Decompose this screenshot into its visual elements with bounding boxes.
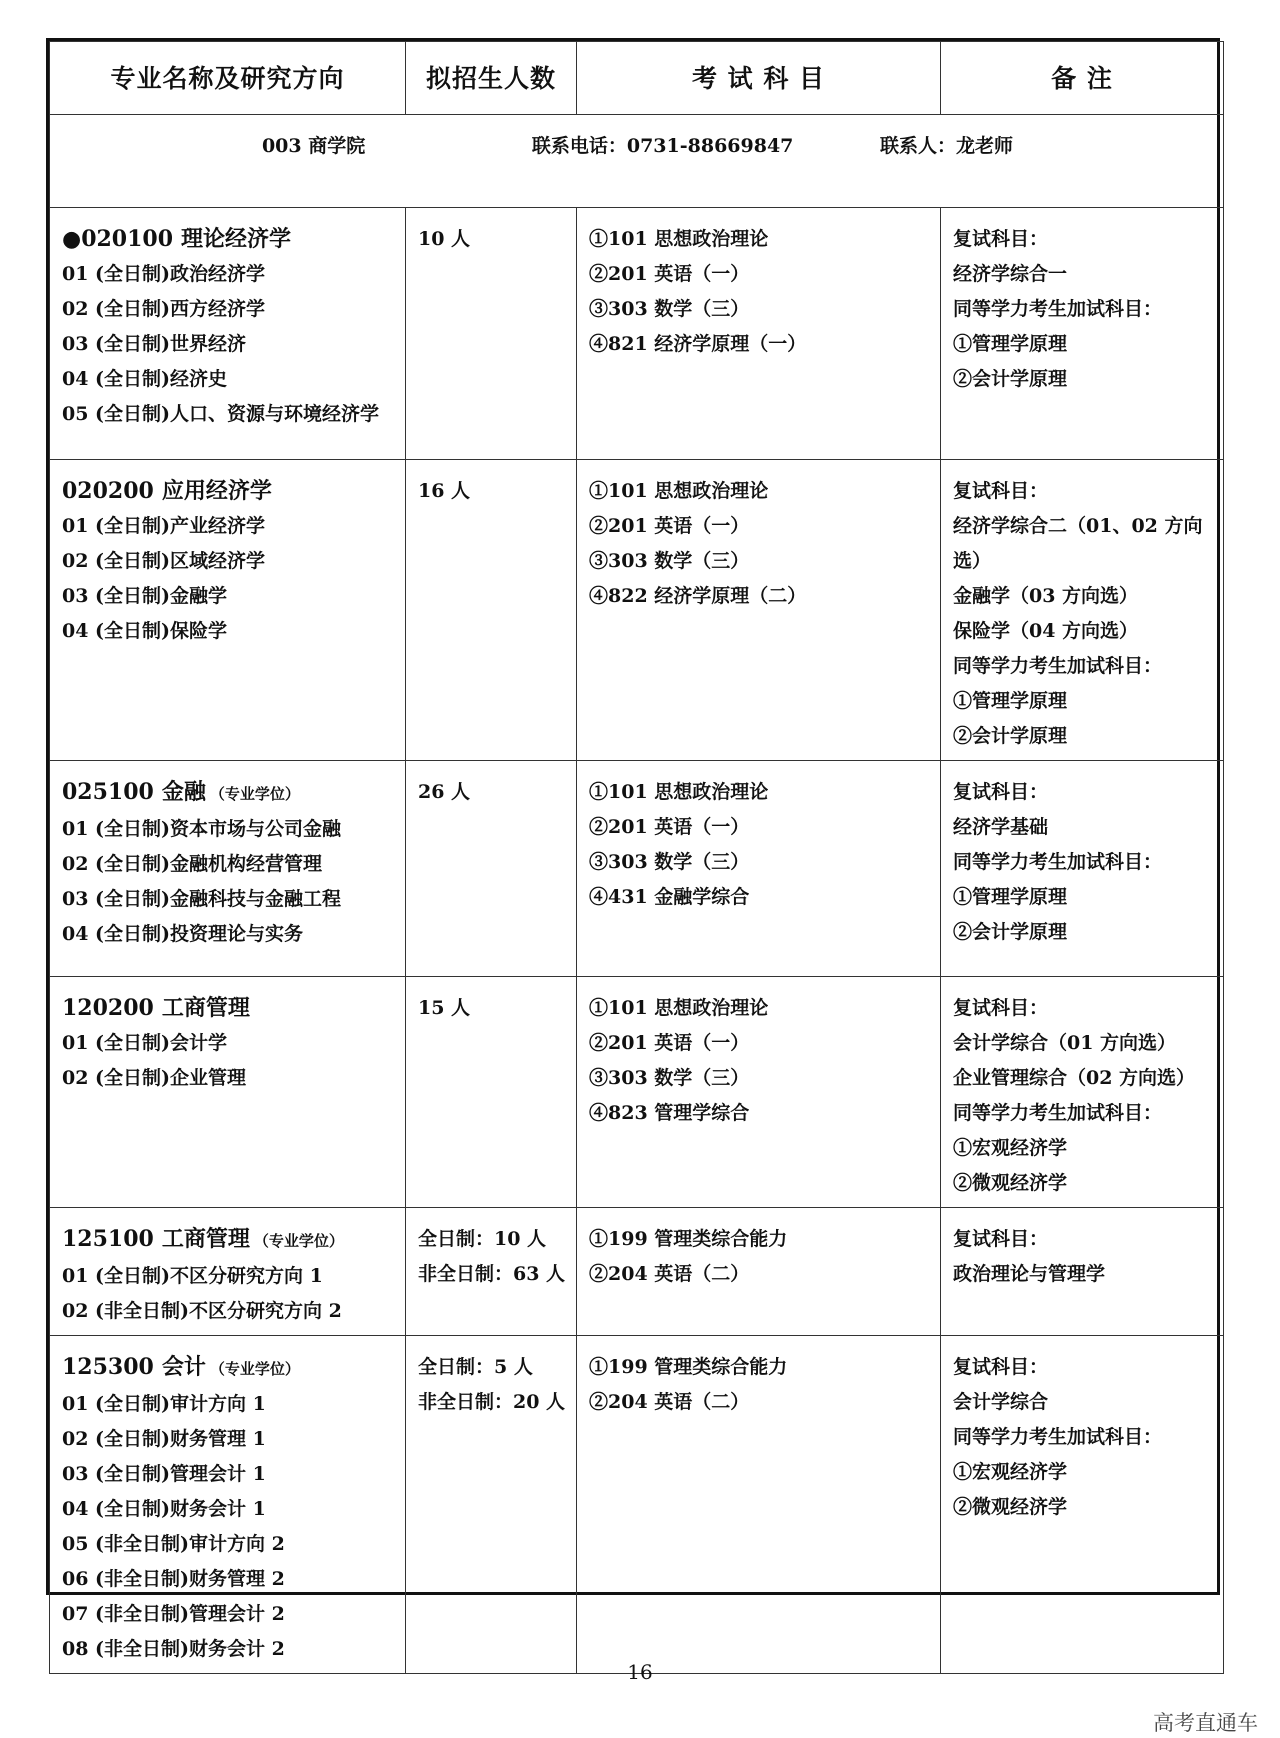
note-line: ②会计学原理 [953,921,1068,943]
degree-type-tag: （专业学位） [209,785,300,803]
subjects-cell [577,977,941,1208]
notes-cell [941,460,1224,761]
exam-subject: ②201 英语（一） [589,1032,750,1054]
note-line: 会计学综合 [953,1391,1049,1413]
major-title [62,222,395,257]
subjects-cell [577,460,941,761]
research-direction: 05 (非全日制)审计方向 2 [62,1533,285,1555]
exam-subject: ①199 管理类综合能力 [589,1356,788,1378]
note-line: 政治理论与管理学 [953,1263,1106,1285]
watermark-text: 高考直通车 [1153,1711,1258,1735]
note-line: 企业管理综合（02 方向选） [953,1067,1196,1089]
research-direction: 02 (全日制)财务管理 1 [62,1428,266,1450]
department-name: 003 商学院 [261,135,366,157]
note-line: 复试科目： [953,1228,1049,1250]
subjects-cell [577,208,941,460]
exam-subject: ①101 思想政治理论 [589,781,769,803]
quota-value: 10 人 [418,228,471,250]
note-line: 复试科目： [953,1356,1049,1378]
table-row [50,208,1224,460]
research-direction: 02 (非全日制)不区分研究方向 2 [62,1300,342,1322]
quota-value: 非全日制：20 人 [418,1391,566,1413]
research-direction: 08 (非全日制)财务会计 2 [62,1638,285,1660]
subjects-cell [577,1208,941,1336]
quota-cell [406,1336,577,1674]
department-cell [50,115,1224,208]
research-direction: 04 (全日制)经济史 [62,368,228,390]
major-name: 应用经济学 [161,479,272,504]
degree-type-tag: （专业学位） [209,1360,300,1378]
major-cell [50,761,406,977]
header-subjects: 考 试 科 目 [577,42,941,115]
research-direction: 01 (全日制)资本市场与公司金融 [62,818,342,840]
note-line: 同等学力考生加试科目： [953,1426,1163,1448]
research-direction: 01 (全日制)审计方向 1 [62,1393,266,1415]
major-title [62,991,395,1026]
major-name: 会计 [161,1355,206,1380]
department-contact: 联系人：龙老师 [880,135,1014,157]
major-title [62,474,395,509]
quota-value: 全日制：10 人 [418,1228,547,1250]
exam-subject: ④823 管理学综合 [589,1102,750,1124]
notes-cell [941,208,1224,460]
note-line: 金融学（03 方向选） [953,585,1139,607]
quota-value: 非全日制：63 人 [418,1263,566,1285]
research-direction: 01 (全日制)产业经济学 [62,515,266,537]
exam-subject: ④821 经济学原理（一） [589,333,807,355]
note-line: ①宏观经济学 [953,1461,1068,1483]
exam-subject: ②201 英语（一） [589,816,750,838]
major-cell [50,1208,406,1336]
note-line: ①管理学原理 [953,690,1068,712]
major-title [62,775,395,812]
exam-subject: ④431 金融学综合 [589,886,750,908]
major-cell [50,208,406,460]
exam-subject: ②201 英语（一） [589,263,750,285]
major-title [62,1222,395,1259]
header-major: 专业名称及研究方向 [50,42,406,115]
research-direction: 01 (全日制)不区分研究方向 1 [62,1265,323,1287]
research-direction: 02 (全日制)区域经济学 [62,550,266,572]
note-line: 复试科目： [953,480,1049,502]
major-name: 理论经济学 [181,227,292,252]
note-line: 经济学综合一 [953,263,1068,285]
exam-subject: ②204 英语（二） [589,1263,750,1285]
quota-cell [406,977,577,1208]
subjects-cell [577,761,941,977]
exam-subject: ①101 思想政治理论 [589,228,769,250]
department-phone: 联系电话：0731-88669847 [531,135,794,157]
research-direction: 06 (非全日制)财务管理 2 [62,1568,285,1590]
note-line: 复试科目： [953,997,1049,1019]
quota-cell [406,208,577,460]
note-line: 同等学力考生加试科目： [953,298,1163,320]
research-direction: 07 (非全日制)管理会计 2 [62,1603,285,1625]
note-line: ①管理学原理 [953,333,1068,355]
major-code: 125300 [62,1354,154,1380]
research-direction: 01 (全日制)政治经济学 [62,263,266,285]
quota-value: 15 人 [418,997,471,1019]
page-number: 16 [627,1660,653,1684]
research-direction: 03 (全日制)金融学 [62,585,228,607]
note-line: 复试科目： [953,228,1049,250]
research-direction: 04 (全日制)投资理论与实务 [62,923,304,945]
quota-cell [406,761,577,977]
table-row [50,761,1224,977]
admissions-table-frame [46,38,1220,1660]
quota-value: 全日制：5 人 [418,1356,533,1378]
exam-subject: ④822 经济学原理（二） [589,585,807,607]
exam-subject: ③303 数学（三） [589,1067,750,1089]
quota-value: 16 人 [418,480,471,502]
note-line: 经济学基础 [953,816,1049,838]
table-row [50,1208,1224,1336]
major-cell [50,1336,406,1674]
note-line: ②会计学原理 [953,368,1068,390]
exam-subject: ③303 数学（三） [589,851,750,873]
note-line: ②微观经济学 [953,1172,1068,1194]
note-line: 同等学力考生加试科目： [953,851,1163,873]
research-direction: 04 (全日制)保险学 [62,620,228,642]
exam-subject: ③303 数学（三） [589,550,750,572]
note-line: 复试科目： [953,781,1049,803]
major-code: 025100 [62,779,154,805]
note-line: 选） [953,550,992,572]
header-notes: 备 注 [941,42,1224,115]
exam-subject: ②201 英语（一） [589,515,750,537]
note-line: ②会计学原理 [953,725,1068,747]
major-code: ●020100 [62,226,174,252]
note-line: ①管理学原理 [953,886,1068,908]
subjects-cell [577,1336,941,1674]
header-quota: 拟招生人数 [406,42,577,115]
exam-subject: ②204 英语（二） [589,1391,750,1413]
note-line: 保险学（04 方向选） [953,620,1139,642]
research-direction: 01 (全日制)会计学 [62,1032,228,1054]
research-direction: 02 (全日制)西方经济学 [62,298,266,320]
research-direction: 02 (全日制)企业管理 [62,1067,247,1089]
note-line: 经济学综合二（01、02 方向 [953,515,1203,537]
research-direction: 02 (全日制)金融机构经营管理 [62,853,323,875]
department-row [50,115,1224,208]
exam-subject: ①101 思想政治理论 [589,480,769,502]
note-line: 同等学力考生加试科目： [953,655,1163,677]
major-name: 工商管理 [161,996,250,1021]
note-line: 会计学综合（01 方向选） [953,1032,1177,1054]
major-name: 工商管理 [161,1227,250,1252]
table-row [50,460,1224,761]
exam-subject: ①101 思想政治理论 [589,997,769,1019]
degree-type-tag: （专业学位） [253,1232,344,1250]
major-title [62,1350,395,1387]
major-code: 125100 [62,1226,154,1252]
notes-cell [941,761,1224,977]
admissions-table [49,41,1224,1674]
major-name: 金融 [161,780,206,805]
table-header-row [50,42,1224,115]
research-direction: 03 (全日制)世界经济 [62,333,247,355]
research-direction: 05 (全日制)人口、资源与环境经济学 [62,403,380,425]
major-cell [50,460,406,761]
note-line: ②微观经济学 [953,1496,1068,1518]
major-cell [50,977,406,1208]
research-direction: 04 (全日制)财务会计 1 [62,1498,266,1520]
quota-cell [406,460,577,761]
exam-subject: ①199 管理类综合能力 [589,1228,788,1250]
notes-cell [941,1208,1224,1336]
notes-cell [941,1336,1224,1674]
major-code: 120200 [62,995,154,1021]
table-row [50,1336,1224,1674]
research-direction: 03 (全日制)金融科技与金融工程 [62,888,342,910]
exam-subject: ③303 数学（三） [589,298,750,320]
quota-cell [406,1208,577,1336]
table-row [50,977,1224,1208]
note-line: 同等学力考生加试科目： [953,1102,1163,1124]
quota-value: 26 人 [418,781,471,803]
note-line: ①宏观经济学 [953,1137,1068,1159]
research-direction: 03 (全日制)管理会计 1 [62,1463,266,1485]
major-code: 020200 [62,478,154,504]
notes-cell [941,977,1224,1208]
